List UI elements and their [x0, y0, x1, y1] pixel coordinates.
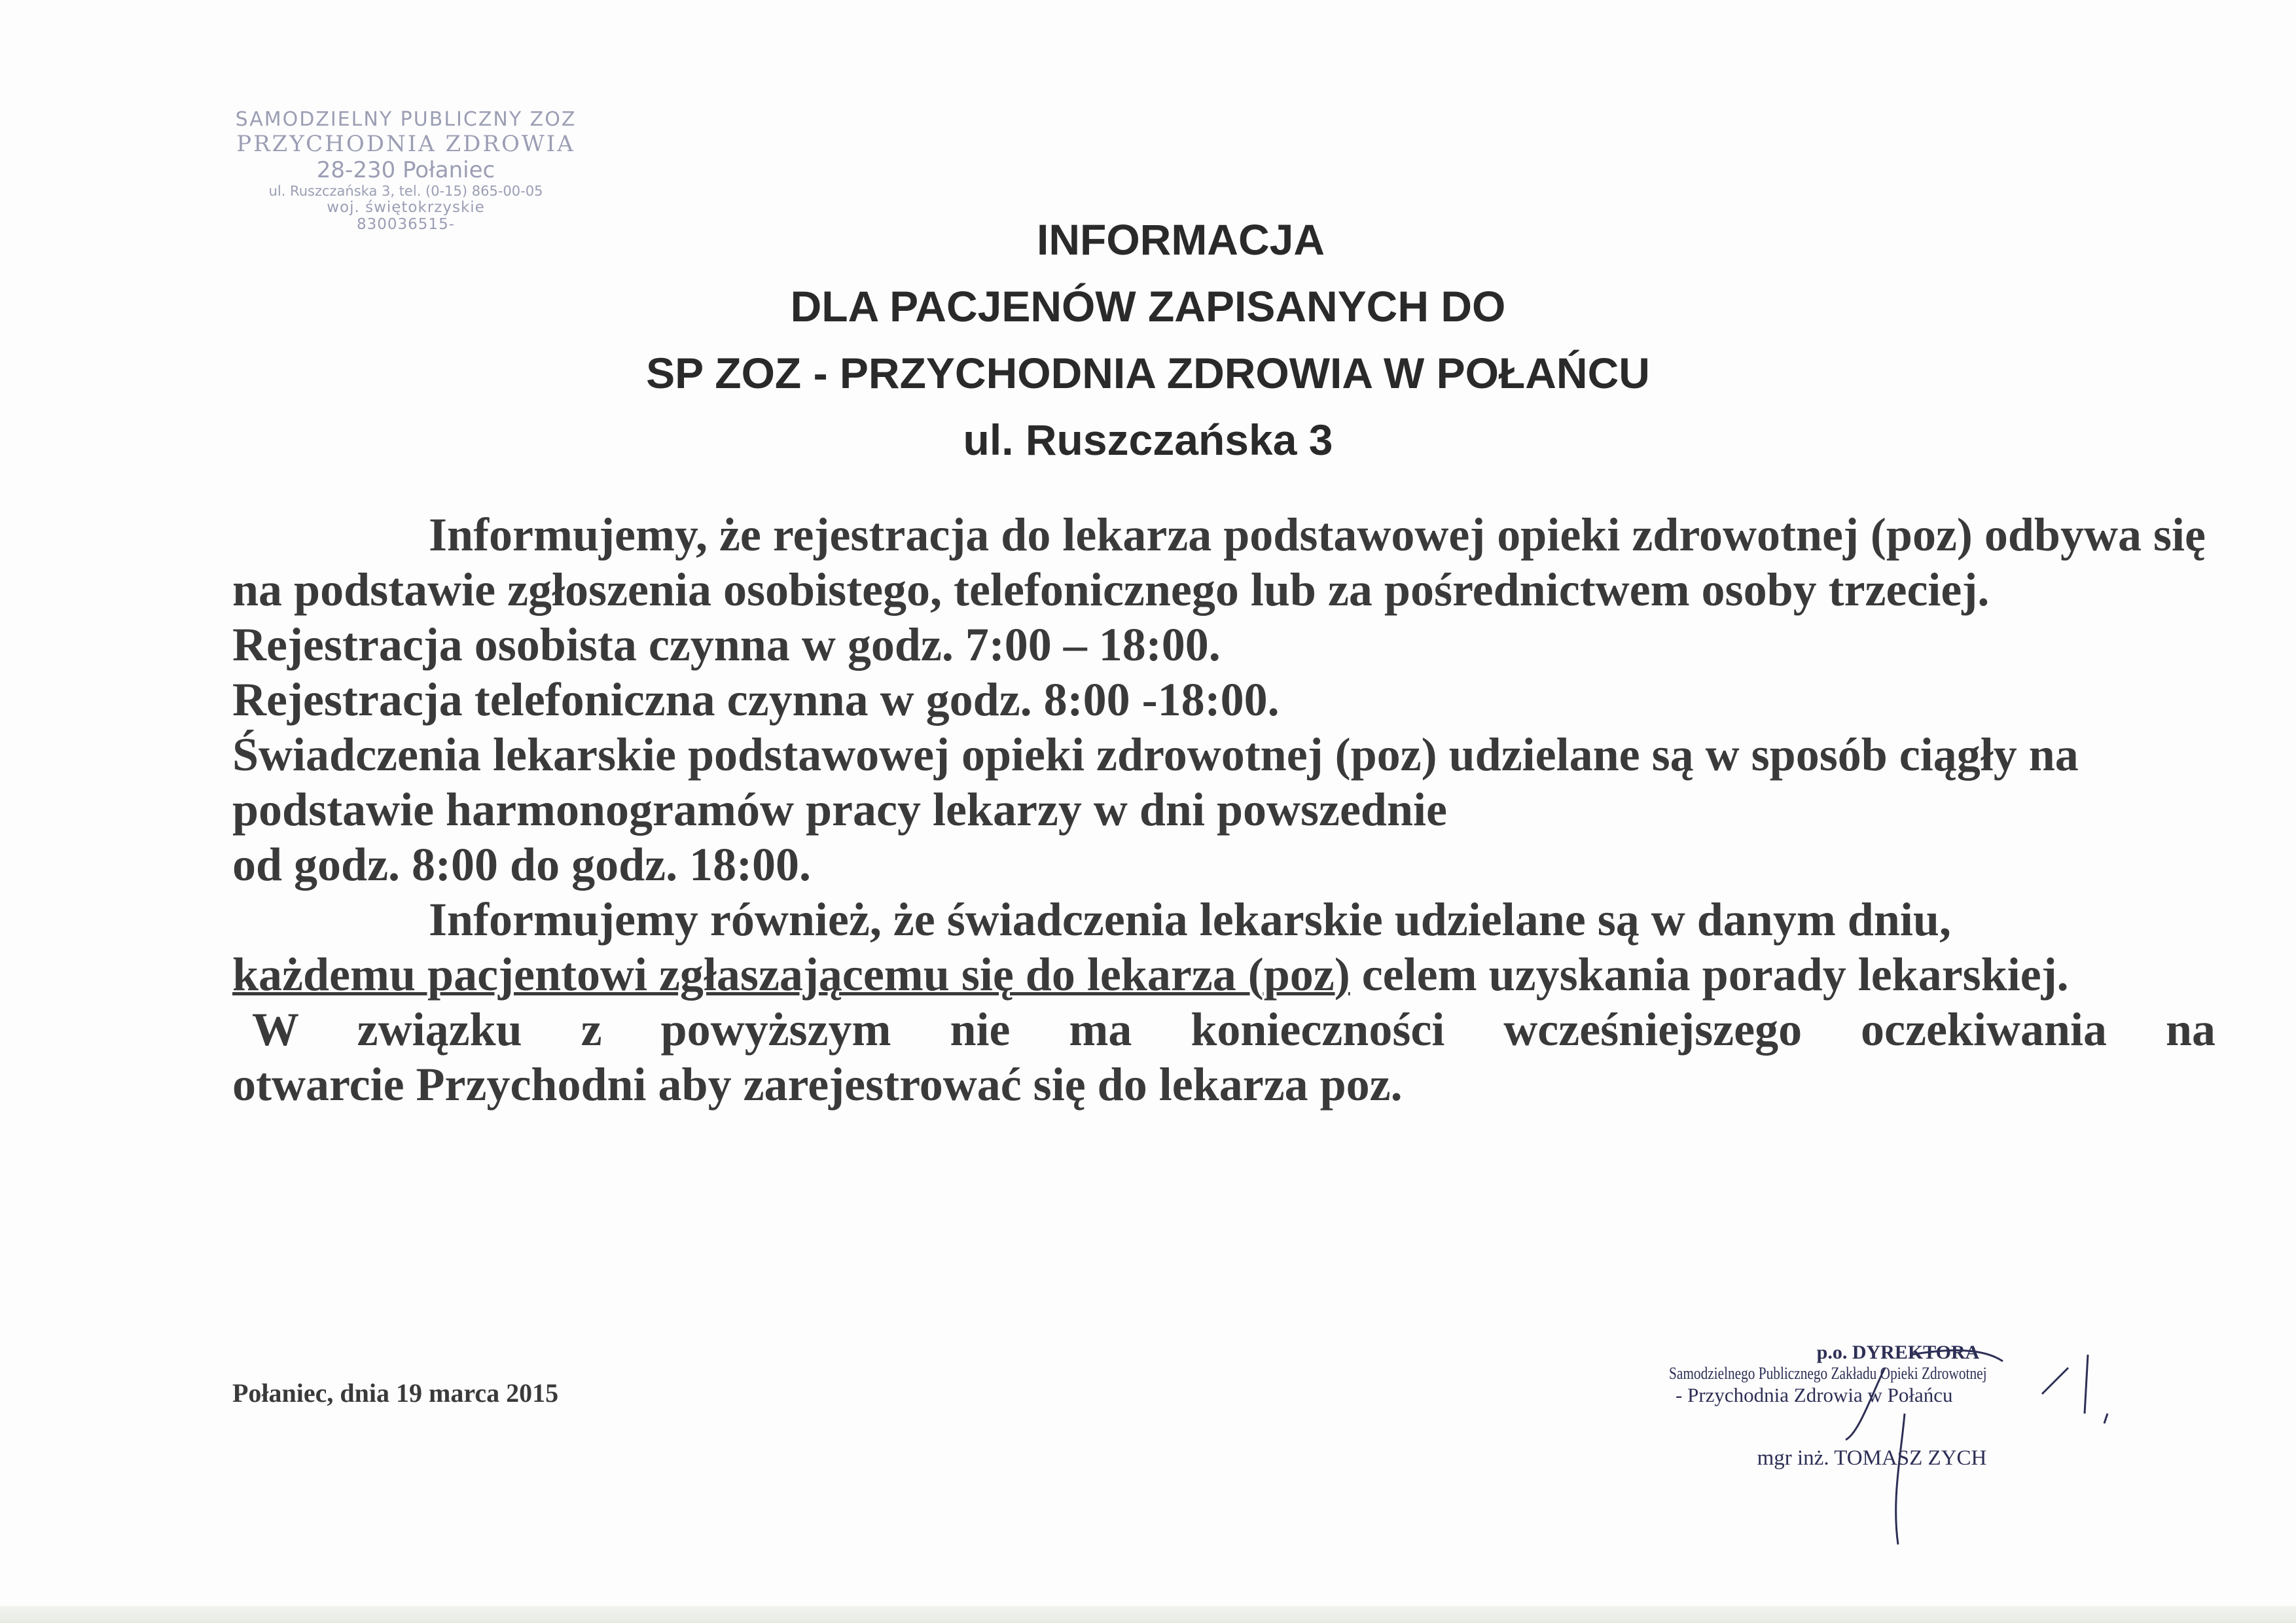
paragraph: Informujemy, że rejestracja do lekarza podstawowej opieki zdrowotnej (poz) odbywa się na podstawie zgłoszenia osobistego, telefonicznego lub za pośrednictwem osoby trzeciej. — [232, 508, 2206, 616]
underlined-text: każdemu pacjentowi zgłaszającemu się do lekarza (poz) — [232, 948, 1350, 1001]
paragraph: Rejestracja telefoniczna czynna w godz. 8:00 -18:00. — [232, 673, 1280, 726]
paragraph: Informujemy również, że świadczenia lekarskie udzielane są w danym dniu, — [429, 893, 1951, 946]
signature-title: p.o. DYREKTORA — [1816, 1342, 1980, 1363]
header-line: SP ZOZ - PRZYCHODNIA ZDROWIA W POŁAŃCU — [646, 349, 1650, 397]
stamp-line: woj. świętokrzyskie — [327, 199, 485, 216]
stamp-line: 830036515- — [357, 216, 455, 233]
stamp-line: PRZYCHODNIA ZDROWIA — [236, 131, 575, 157]
stamp-line: ul. Ruszczańska 3, tel. (0-15) 865-00-05 — [268, 183, 543, 199]
header-line: DLA PACJENÓW ZAPISANYCH DO — [790, 282, 1506, 330]
header-address: ul. Ruszczańska 3 — [963, 416, 1333, 464]
signature-name: mgr inż. TOMASZ ZYCH — [1757, 1446, 1987, 1470]
paragraph: Świadczenia lekarskie podstawowej opieki zdrowotnej (poz) udzielane są w sposób ciągły na podstawie harmonogramów pracy lekarzy w dni powszednie — [232, 728, 2079, 836]
signature-block — [1669, 1342, 2042, 1471]
document-body — [232, 507, 2215, 1112]
scan-edge — [0, 1606, 2296, 1623]
document-date: Połaniec, dnia 19 marca 2015 — [232, 1378, 559, 1408]
paragraph: otwarcie Przychodni aby zarejestrować się do lekarza poz. — [232, 1058, 1403, 1111]
handwritten-signature-icon — [1676, 1342, 2134, 1558]
paragraph: Rejestracja osobista czynna w godz. 7:00 – 18:00. — [232, 618, 1221, 671]
document-header — [0, 206, 2296, 473]
document-title: INFORMACJA — [1037, 215, 1325, 264]
signature-org: - Przychodnia Zdrowia w Połańcu — [1676, 1383, 1953, 1406]
paragraph: W związku z powyższym nie ma konieczności wcześniejszego oczekiwania na — [252, 1003, 2215, 1056]
signature-org: Samodzielnego Publicznego Zakładu Opieki Zdrowotnej — [1669, 1364, 1987, 1383]
paragraph: każdemu pacjentowi zgłaszającemu się do lekarza (poz) celem uzyskania porady lekarskiej. — [232, 948, 2069, 1001]
stamp-line: 28-230 Połaniec — [316, 157, 495, 183]
stamp-line: SAMODZIELNY PUBLICZNY ZOZ — [235, 108, 577, 131]
paragraph: od godz. 8:00 do godz. 18:00. — [232, 838, 812, 891]
